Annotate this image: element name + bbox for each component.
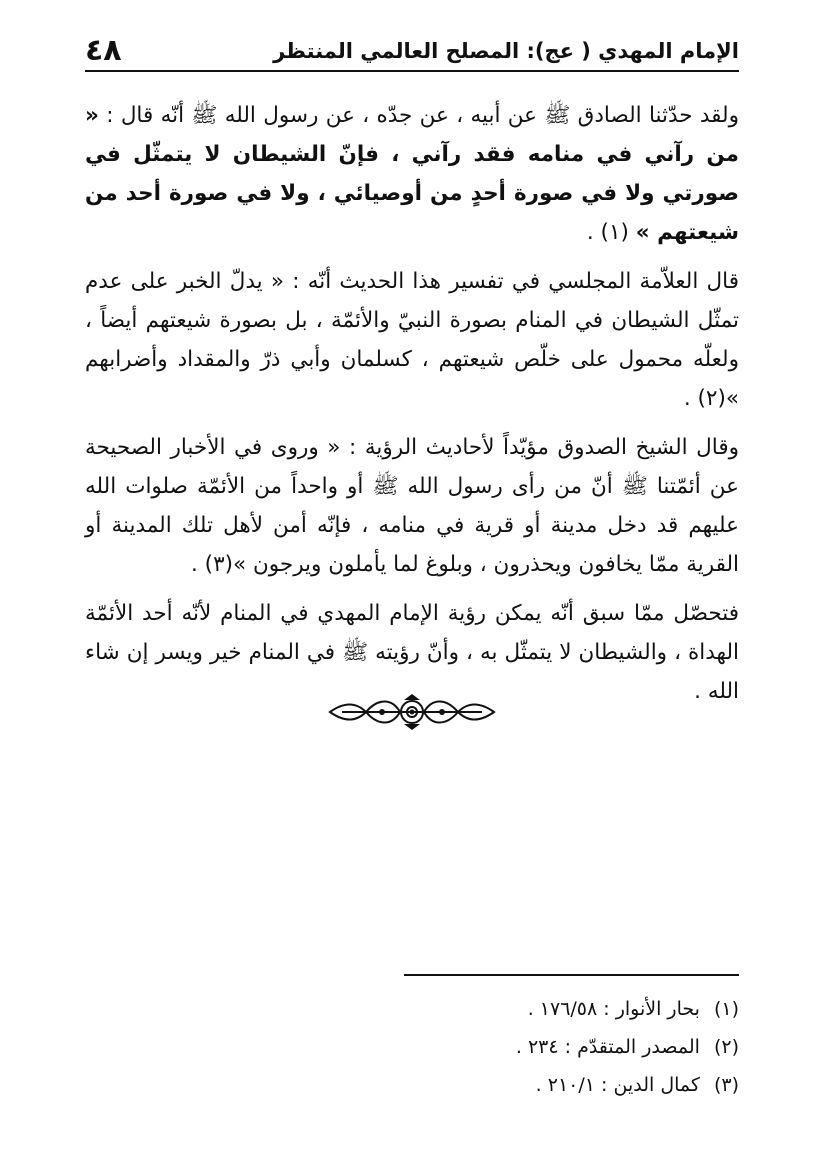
body-text (85, 96, 739, 721)
footnote-1 (319, 990, 739, 1028)
paragraph-majlisi: قال العلاّمة المجلسي في تفسير هذا الحديث أنّه : « يدلّ الخبر على عدم تمثّل الشيطان في المنام بصورة النبيّ والأئمّة ، بل بصورة شيعتهم أيضاً ، ولعلّه محمول على خلّص شيعتهم ، كسلمان وأبي ذرّ والمقداد وأضرابهم »(٢) . (85, 269, 739, 411)
paragraph-saduq: وقال الشيخ الصدوق مؤيّداً لأحاديث الرؤية : « وروى في الأخبار الصحيحة عن أئمّتنا ﷺ أنّ من رأى رسول الله ﷺ أو واحداً من الأئمّة صلوات الله عليهم قد دخل مدينة أو قرية في منامه ، فإنّه أمن لأهل تلك المدينة أو القرية ممّا يخافون ويحذرون ، وبلوغ لما يأملون ويرجون »(٣) . (85, 435, 739, 577)
footnote-rule (404, 974, 739, 976)
footnote-3 (319, 1066, 739, 1104)
header-rule (85, 70, 739, 72)
footnote-ref-1: (١) . (586, 220, 629, 245)
footnote-number: (٣) (713, 1074, 739, 1096)
footnote-text: بحار الأنوار : ١٧٦/٥٨ . (527, 998, 700, 1020)
footnote-number: (٢) (713, 1036, 739, 1058)
running-header (85, 28, 739, 68)
ornament-divider-icon (322, 692, 502, 732)
footnote-text: كمال الدين : ٢١٠/١ . (535, 1074, 700, 1096)
page-number: ٤٨ (85, 33, 122, 68)
paragraph-lead: ولقد حدّثنا الصادق ﷺ عن أبيه ، عن جدّه ، عن رسول الله ﷺ أنّه قال : (106, 103, 739, 128)
running-title: الإمام المهدي ( عج): المصلح العالمي المنتظر (273, 39, 739, 63)
paragraph-conclusion: فتحصّل ممّا سبق أنّه يمكن رؤية الإمام المهدي في المنام لأنّه أحد الأئمّة الهداة ، والشيطان لا يتمثّل به ، وأنّ رؤيته ﷺ في المنام خير ويسر إن شاء الله . (85, 601, 739, 704)
paragraph-hadith (85, 96, 739, 252)
footnote-number: (١) (713, 998, 739, 1020)
footnote-text: المصدر المتقدّم : ٢٣٤ . (515, 1036, 700, 1058)
hadith-quote: « من رآني في منامه فقد رآني ، فإنّ الشيطان لا يتمثّل في صورتي ولا في صورة أحدٍ من أوصيائي ، ولا في صورة أحد من شيعتهم » (85, 103, 739, 245)
footnotes (319, 990, 739, 1104)
footnote-2 (319, 1028, 739, 1066)
